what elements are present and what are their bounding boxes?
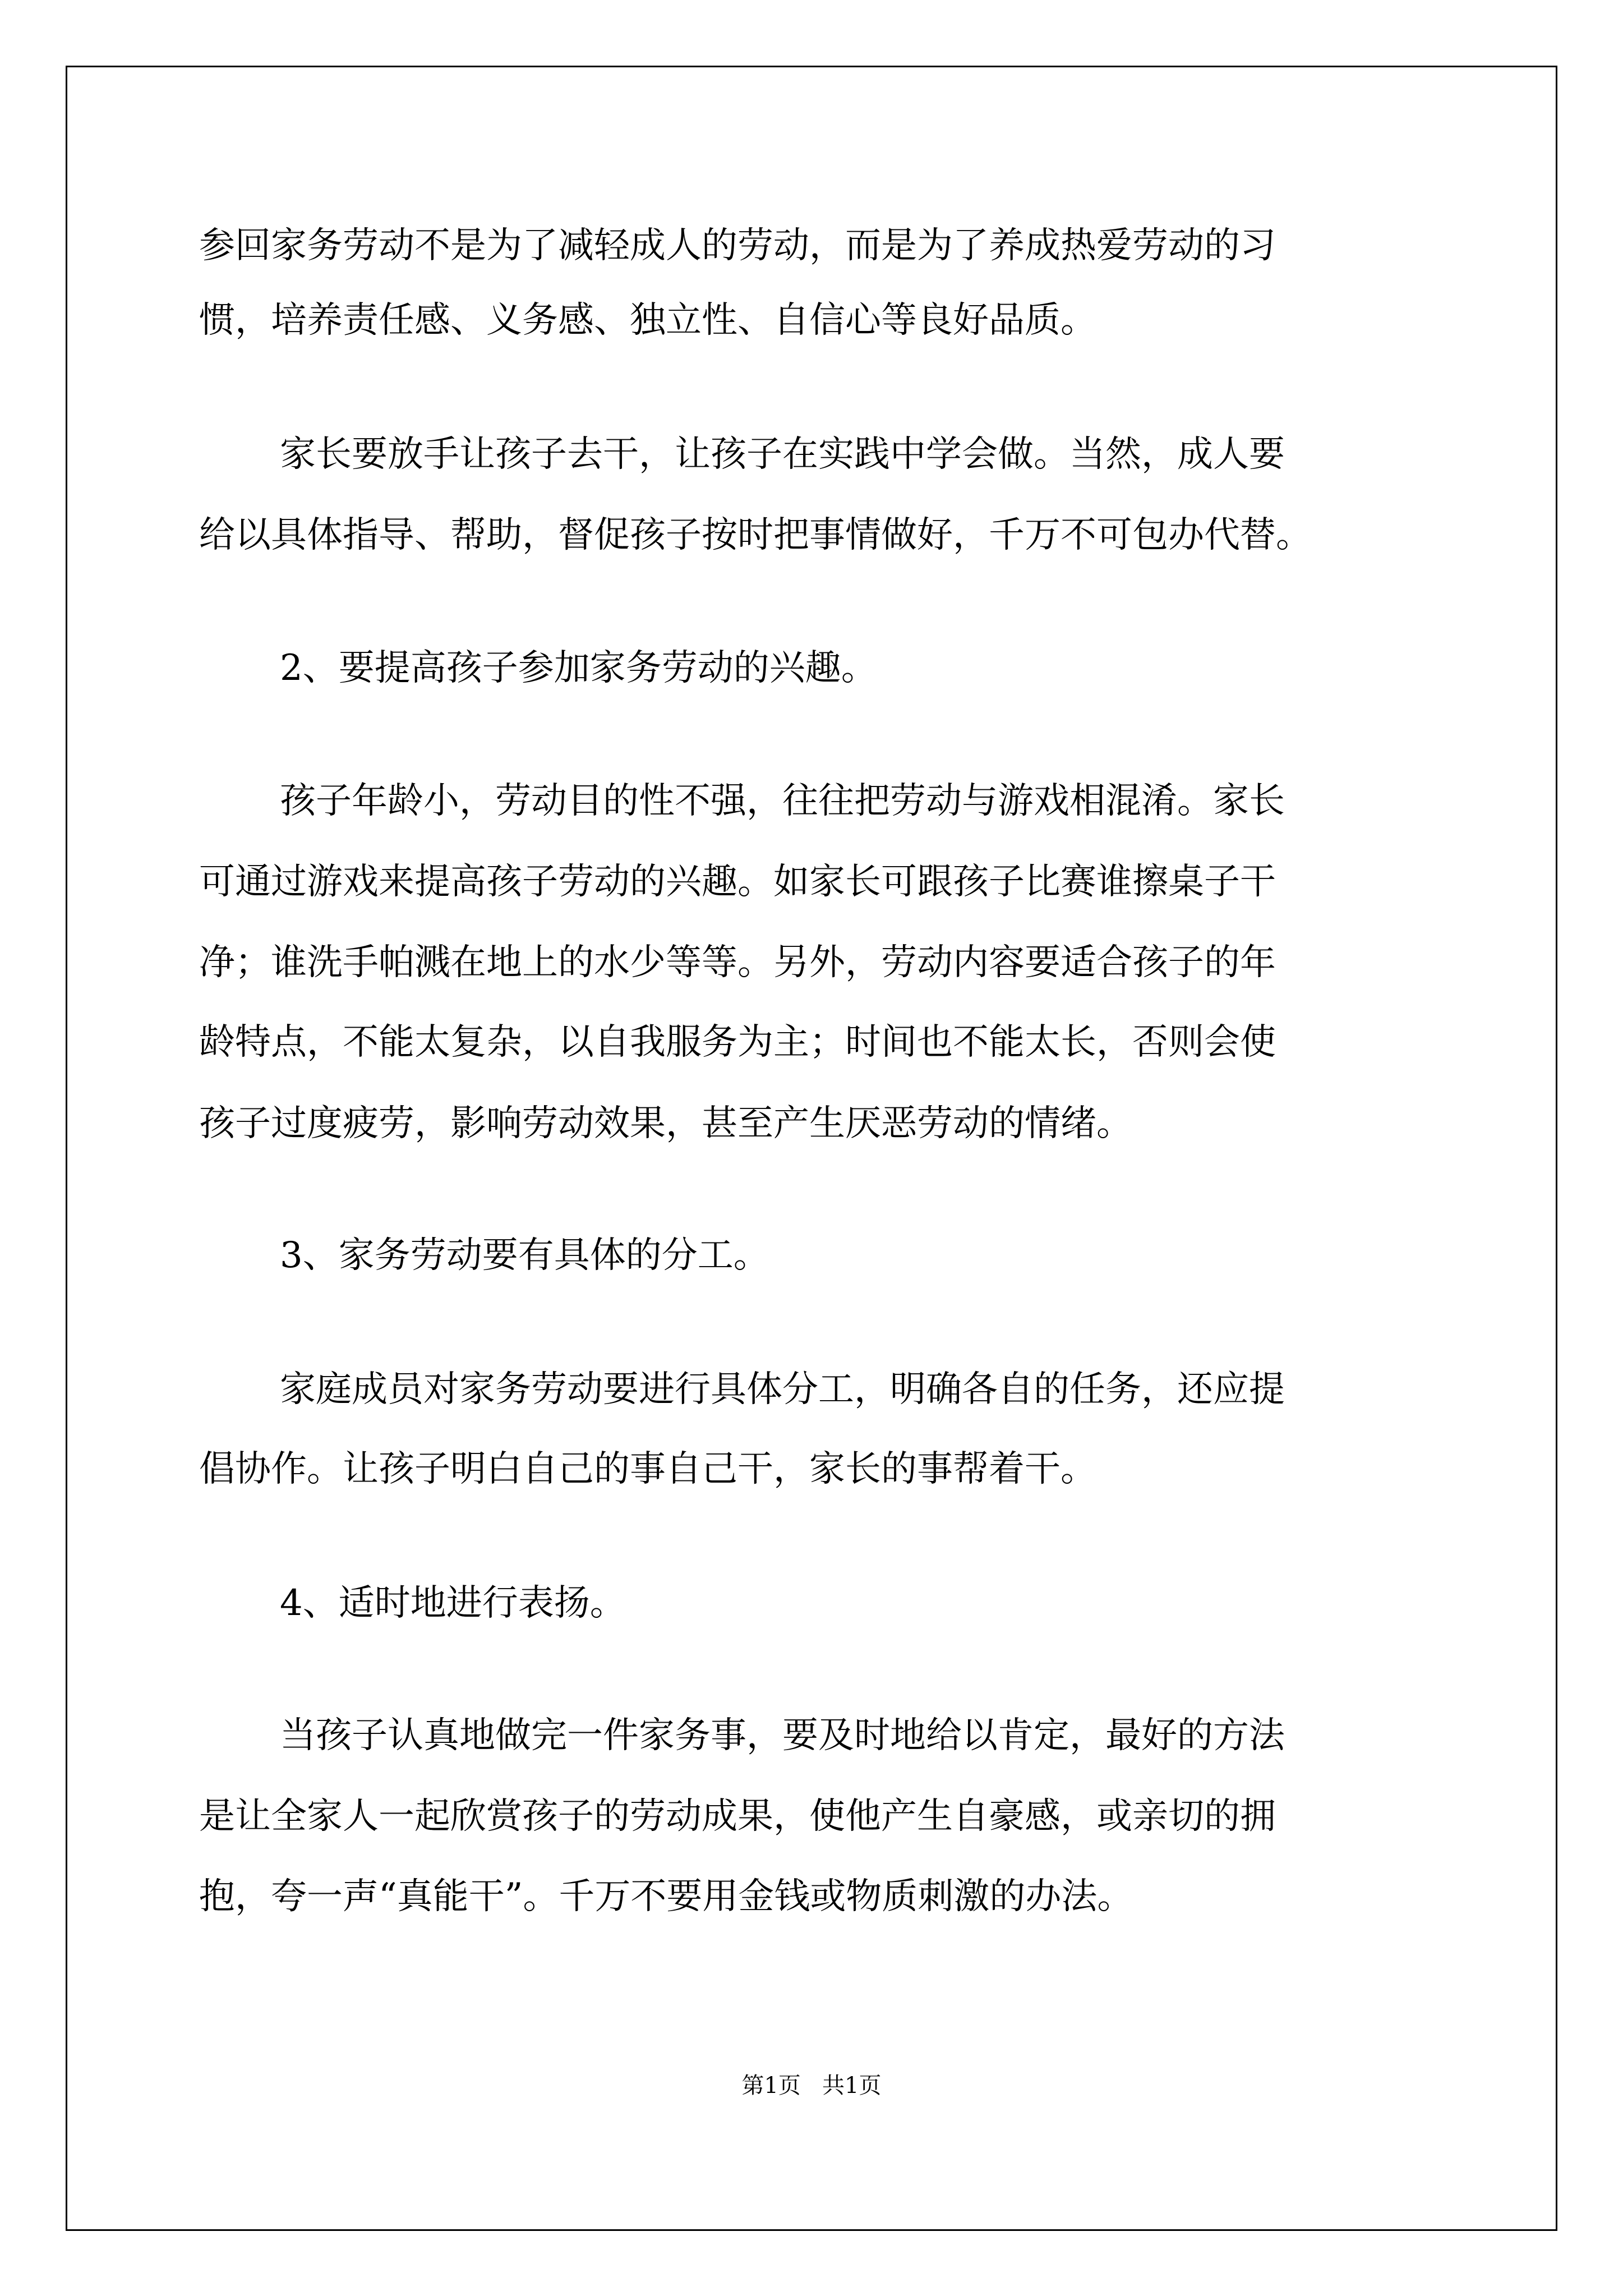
body-line: 抱，夸一声“真能干”。千万不要用金钱或物质刺激的办法。 [199,1876,1133,1917]
body-line: 是让全家人一起欣赏孩子的劳动成果，使他产生自豪感，或亲切的拥 [199,1796,1276,1837]
section-heading: 4、适时地进行表扬。 [280,1582,626,1624]
body-line: 可通过游戏来提高孩子劳动的兴趣。如家长可跟孩子比赛谁擦桌子干 [199,861,1276,903]
body-line: 惯，培养责任感、义务感、独立性、自信心等良好品质。 [199,300,1096,341]
body-line: 倡协作。让孩子明白自己的事自己干，家长的事帮着干。 [199,1448,1096,1490]
body-line: 孩子年龄小，劳动目的性不强，往往把劳动与游戏相混淆。家长 [280,780,1285,822]
body-line: 孩子过度疲劳，影响劳动效果，甚至产生厌恶劳动的情绪。 [199,1103,1132,1144]
body-line: 参回家务劳动不是为了减轻成人的劳动，而是为了养成热爱劳动的习 [199,225,1276,266]
body-line: 给以具体指导、帮助，督促孩子按时把事情做好，千万不可包办代替。 [199,514,1312,556]
section-heading: 3、家务劳动要有具体的分工。 [280,1235,769,1276]
body-line: 家长要放手让孩子去干，让孩子在实践中学会做。当然，成人要 [280,434,1285,475]
body-line: 龄特点，不能太复杂，以自我服务为主；时间也不能太长，否则会使 [199,1022,1276,1063]
body-line: 当孩子认真地做完一件家务事，要及时地给以肯定，最好的方法 [280,1715,1285,1756]
body-line: 净；谁洗手帕溅在地上的水少等等。另外，劳动内容要适合孩子的年 [199,942,1276,983]
page-number-footer: 第1页 共1页 [741,2073,882,2099]
body-line: 家庭成员对家务劳动要进行具体分工，明确各自的任务，还应提 [280,1369,1285,1410]
section-heading: 2、要提高孩子参加家务劳动的兴趣。 [280,647,877,689]
